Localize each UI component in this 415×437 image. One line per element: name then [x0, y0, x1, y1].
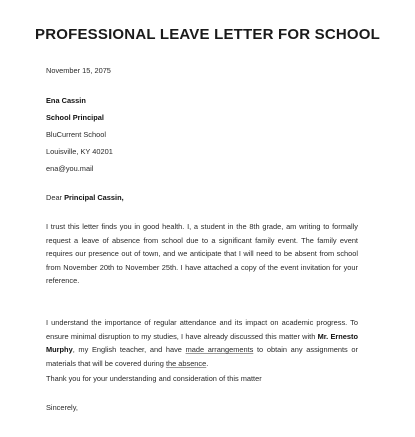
recipient-email: ena@you.mail — [46, 164, 94, 173]
recipient-position: School Principal — [46, 113, 104, 122]
the-absence-text: the absence — [165, 358, 207, 368]
salutation — [46, 193, 124, 203]
salutation-name: Principal Cassin, — [64, 193, 124, 202]
letter-date: November 15, 2075 — [46, 66, 111, 75]
paragraph-2-text-d: . — [206, 358, 209, 368]
paragraph-2-text-c: to obtain any assignments or materials that will be covered during — [46, 345, 358, 368]
signoff: Sincerely, — [46, 403, 78, 412]
teacher-name: Mr. Ernesto Murphy — [46, 331, 359, 355]
body-paragraph-2 — [46, 316, 358, 370]
recipient-address: Louisville, KY 40201 — [46, 147, 113, 156]
body-paragraph-1: I trust this letter finds you in good health. I, a student in the 8th grade, am writing to formally request a leave of absence from school due to a significant family event. The family event requires our presence out of town, and we anticipate that I will need to be absent from school from November 20th to November 25th. I have attached a copy of the event invitation for your reference. — [46, 222, 358, 286]
recipient-name: Ena Cassin — [46, 96, 86, 105]
page-title: PROFESSIONAL LEAVE LETTER FOR SCHOOL — [34, 26, 380, 43]
closing-line: Thank you for your understanding and consideration of this matter — [46, 374, 262, 383]
made-arrangements-text: made arrangements — [185, 345, 254, 355]
paragraph-2-text-b: , my English teacher, and have — [72, 345, 186, 355]
recipient-school: BluCurrent School — [46, 130, 106, 139]
salutation-prefix: Dear — [46, 193, 65, 202]
paragraph-2-text-a: I understand the importance of regular attendance and its impact on academic progress. To ensure minimal disruption to my studies, I have already discussed this matter with — [46, 318, 358, 341]
